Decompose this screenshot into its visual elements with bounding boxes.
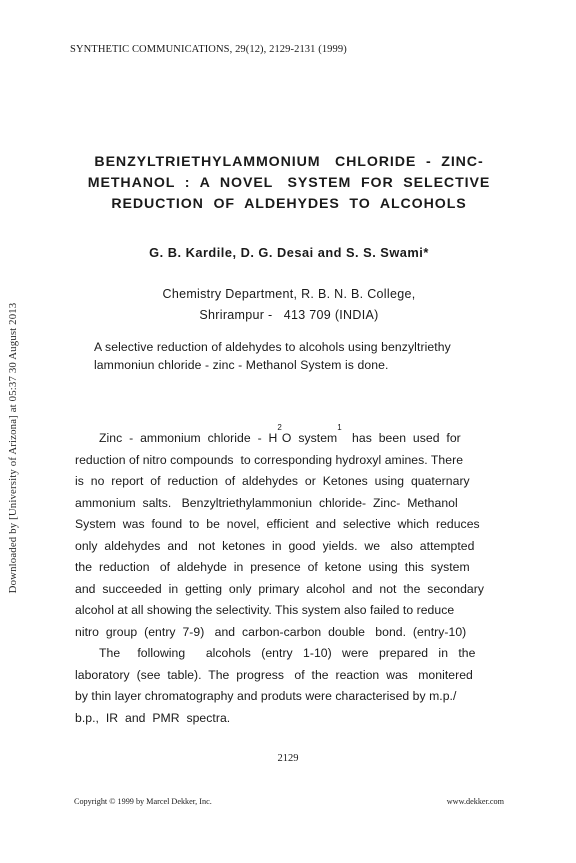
body-text-fragment: O system [281, 431, 338, 445]
author-list: G. B. Kardile, D. G. Desai and S. S. Swami* [149, 245, 429, 260]
abstract-line: A selective reduction of aldehydes to alcohols using benzyltriethy [94, 340, 451, 354]
body-line: alcohol at all showing the selectivity. This system also failed to reduce [75, 603, 455, 617]
body-line: is no report of reduction of aldehydes or Ketones using quaternary [75, 474, 470, 488]
body-line: ammonium salts. Benzyltriethylammoniun chloride- Zinc- Methanol [75, 495, 458, 510]
body-line: System was found to be novel, efficient and selective which reduces [75, 517, 480, 531]
body-line: reduction of nitro compounds to corresponding hydroxyl amines. There [75, 452, 464, 467]
page-number: 2129 [277, 753, 299, 764]
body-text [75, 423, 505, 729]
journal-citation: SYNTHETIC COMMUNICATIONS, 29(12), 2129-2131 (1999) [70, 44, 347, 55]
title-line: REDUCTION OF ALDEHYDES TO ALCOHOLS [111, 196, 467, 212]
body-line: and succeeded in getting only primary alcohol and not the secondary [75, 581, 484, 596]
abstract-line: lammoniun chloride - zinc - Methanol System is done. [94, 358, 389, 372]
affiliation [70, 284, 508, 326]
body-line: the reduction of aldehyde in presence of ketone using this system [75, 560, 470, 574]
body-line: only aldehydes and not ketones in good yields. we also attempted [75, 538, 475, 553]
title-line: BENZYLTRIETHYLAMMONIUM CHLORIDE - ZINC- [94, 154, 484, 170]
body-line: The following alcohols (entry 1-10) were prepared in the [99, 646, 476, 660]
publisher-website: www.dekker.com [446, 797, 504, 806]
body-text-fragment: Zinc - ammonium chloride - H [99, 431, 278, 445]
body-line: nitro group (entry 7-9) and carbon-carbon double bond. (entry-10) [75, 624, 467, 639]
download-note: Downloaded by [University of Arizona] at 05:37 30 August 2013 [7, 302, 19, 594]
copyright-notice: Copyright © 1999 by Marcel Dekker, Inc. [74, 797, 212, 806]
article-title [70, 152, 508, 215]
download-watermark [0, 278, 26, 618]
title-line: METHANOL : A NOVEL SYSTEM FOR SELECTIVE [87, 175, 491, 191]
body-line: b.p., IR and PMR spectra. [75, 710, 231, 725]
body-text-fragment: has been used for [341, 431, 461, 445]
body-line: laboratory (see table). The progress of the reaction was monitered [75, 667, 473, 682]
body-line [75, 423, 505, 450]
reference-superscript: 1 [337, 423, 342, 432]
subscript-2: 2 [277, 423, 282, 432]
affiliation-line: Shrirampur - 413 709 (INDIA) [199, 308, 379, 322]
body-line: by thin layer chromatography and produts were characterised by m.p./ [75, 689, 457, 703]
affiliation-line: Chemistry Department, R. B. N. B. College, [162, 287, 416, 301]
abstract [94, 338, 451, 374]
